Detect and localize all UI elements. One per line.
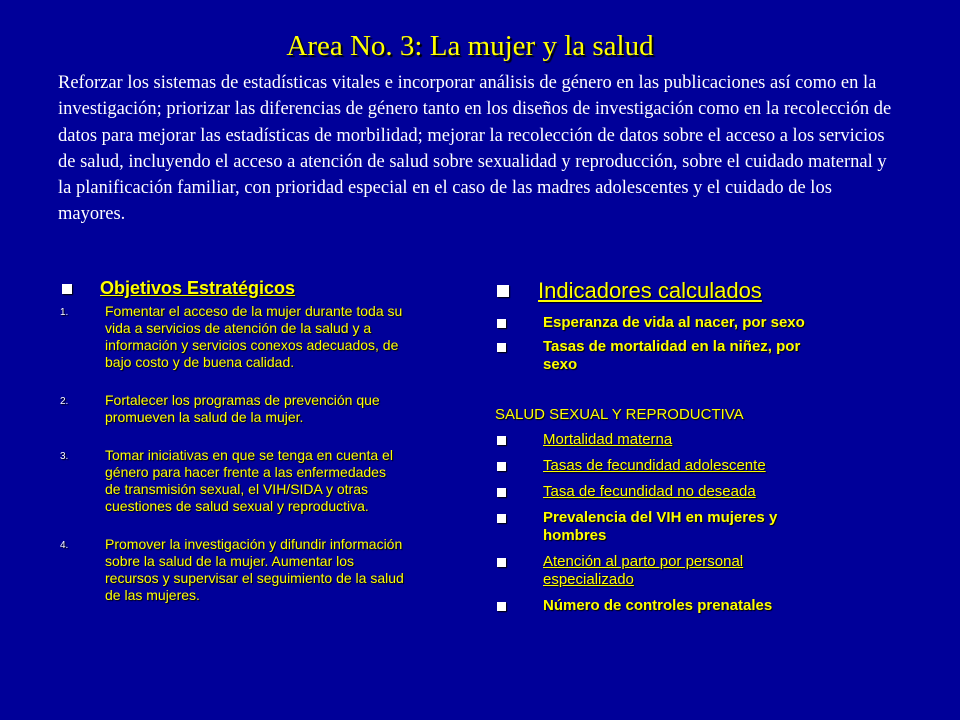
indicator-text: Prevalencia del VIH en mujeres y hombres: [543, 509, 778, 544]
square-bullet-icon: [497, 488, 506, 497]
square-bullet-icon: [497, 285, 509, 297]
objectives-heading-row: [60, 278, 410, 299]
square-bullet-icon: [497, 436, 506, 445]
objective-item: [60, 303, 410, 371]
square-bullet-icon: [497, 462, 506, 471]
indicators-heading-row: [495, 278, 875, 304]
indicators-heading[interactable]: Indicadores calculados: [538, 278, 762, 303]
indicator-text: Número de controles prenatales: [543, 597, 773, 614]
section-label-salud-sexual: SALUD SEXUAL Y REPRODUCTIVA: [495, 406, 744, 423]
objective-number: 1.: [60, 307, 69, 318]
indicator-item: [495, 597, 875, 615]
objective-text: Promover la investigación y difundir información sobre la salud de la mujer. Aumentar los recursos y supervisar el seguimiento de la salud de las mujeres.: [105, 536, 404, 603]
square-bullet-icon: [497, 558, 506, 567]
indicator-item[interactable]: [495, 553, 875, 589]
objective-item: [60, 447, 410, 515]
indicator-text: Tasas de mortalidad en la niñez, por sexo: [543, 338, 801, 373]
indicator-link[interactable]: Tasas de fecundidad adolescente: [543, 457, 766, 474]
square-bullet-icon: [62, 284, 72, 294]
objective-number: 4.: [60, 540, 69, 551]
indicator-item: [495, 338, 875, 374]
indicator-link[interactable]: Atención al parto por personal especializado: [543, 553, 744, 588]
slide-title: Area No. 3: La mujer y la salud: [286, 30, 654, 62]
objectives-heading: Objetivos Estratégicos: [100, 278, 296, 298]
square-bullet-icon: [497, 319, 506, 328]
indicator-item[interactable]: [495, 483, 875, 501]
objective-text: Tomar iniciativas en que se tenga en cuenta el género para hacer frente a las enfermedades de transmisión sexual, el VIH/SIDA y otras cuestiones de salud sexual y reproductiva.: [105, 447, 393, 514]
indicator-item: [495, 314, 875, 332]
square-bullet-icon: [497, 343, 506, 352]
objectives-column: [60, 278, 410, 604]
indicator-item: [495, 509, 875, 545]
objective-item: [60, 536, 410, 604]
intro-paragraph: Reforzar los sistemas de estadísticas vitales e incorporar análisis de género en las publicaciones así como en la investigación; priorizar las diferencias de género tanto en los diseños de investigación como en la recolección de datos para mejorar las estadísticas de morbilidad; mejorar la recolección de datos sobre el acceso a los servicios de salud, incluyendo el acceso a atención de salud sobre sexualidad y reproducción, sobre el cuidado maternal y la planificación familiar, con prioridad especial en el caso de las madres adolescentes y el cuidado de los mayores.: [58, 73, 892, 225]
indicator-link[interactable]: Tasa de fecundidad no deseada: [543, 483, 756, 500]
indicator-text: Esperanza de vida al nacer, por sexo: [543, 314, 805, 331]
indicators-column: [495, 278, 875, 615]
square-bullet-icon: [497, 514, 506, 523]
indicator-item[interactable]: [495, 431, 875, 449]
square-bullet-icon: [497, 602, 506, 611]
objective-number: 3.: [60, 451, 69, 462]
objective-text: Fomentar el acceso de la mujer durante toda su vida a servicios de atención de la salud y a información y servicios conexos adecuados, de bajo costo y de buena calidad.: [105, 303, 403, 370]
objective-item: [60, 392, 410, 426]
indicator-link[interactable]: Mortalidad materna: [543, 431, 673, 448]
objective-text: Fortalecer los programas de prevención que promueven la salud de la mujer.: [105, 392, 380, 425]
indicator-item[interactable]: [495, 457, 875, 475]
objective-number: 2.: [60, 396, 69, 407]
